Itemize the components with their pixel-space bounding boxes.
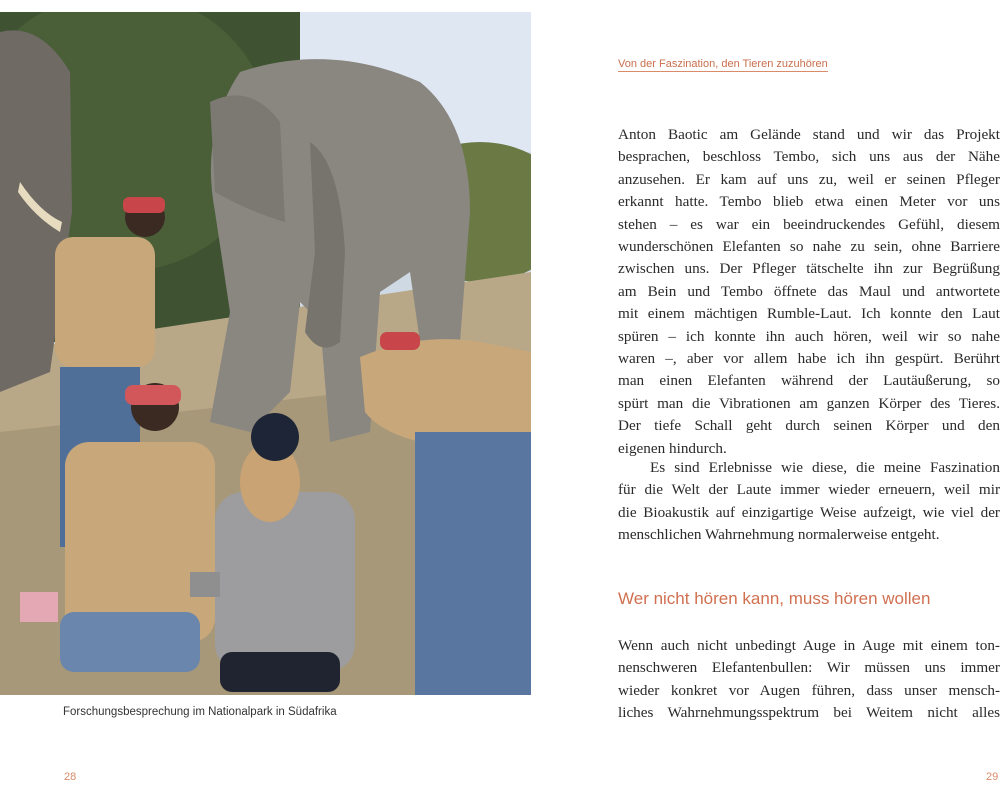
text-line: besprachen, beschloss Tembo, sich uns aus der Nähe (618, 148, 1000, 166)
text-line: Der tiefe Schall geht durch seinen Körper und den (618, 417, 1000, 435)
body-paragraph (618, 635, 1000, 725)
text-line: liches Wahrnehmungsspektrum bei Weitem nicht alles (618, 704, 1000, 722)
text-line: stehen – es war ein beeindruckendes Gefühl, diesem (618, 215, 1000, 233)
text-line: am Bein und Tembo öffnete das Maul und antwortete (618, 282, 1000, 300)
text-line: wieder konkret vor Augen führen, dass unser mensch- (618, 681, 1000, 699)
section-heading: Wer nicht hören kann, muss hören wollen (618, 589, 931, 608)
text-line: spürt man die Vibrationen am ganzen Körper des Tieres. (618, 394, 1000, 412)
text-line: spüren – ich konnte ihn auch hören, weil wir so nahe (618, 327, 1000, 345)
text-line: Anton Baotic am Gelände stand und wir das Projekt (618, 126, 1000, 143)
text-line: für die Welt der Laute immer wieder erneuern, weil mir (618, 481, 1000, 499)
text-line: nenschweren Elefantenbullen: Wir müssen uns immer (618, 659, 1000, 677)
photo-elephant-research-meeting (0, 12, 531, 695)
photo-caption: Forschungsbesprechung im Nationalpark in Südafrika (63, 706, 337, 718)
body-paragraph (618, 124, 1000, 460)
text-line: Es sind Erlebnisse wie diese, die meine Faszination (650, 459, 1000, 476)
text-line: wunderschönen Elefanten so nahe zu sein, ohne Barriere (618, 238, 1000, 256)
text-line: Wenn auch nicht unbedingt Auge in Auge mit einem ton- (618, 637, 1000, 654)
text-line: eigenen hindurch. (618, 439, 727, 457)
text-line: anzusehen. Er kam auf uns zu, weil er seinen Pfleger (618, 170, 1000, 188)
text-line: zwischen uns. Der Pfleger tätschelte ihn zur Begrüßung (618, 260, 1000, 278)
text-line: waren –, aber vor allem habe ich ihn gespürt. Berührt (618, 350, 1000, 368)
text-line: man einen Elefanten während der Lautäußerung, so (618, 372, 1000, 390)
page-number: 29 (986, 771, 999, 783)
text-line: erkannt hatte. Tembo blieb etwa einen Meter vor uns (618, 193, 1000, 211)
text-line: menschlichen Wahrnehmung normalerweise entgeht. (618, 526, 940, 544)
text-line: die Bioakustik auf einzigartige Weise aufzeigt, wie viel der (618, 503, 1000, 521)
body-paragraph (618, 457, 1000, 547)
page-number: 28 (64, 771, 77, 783)
text-line: mit einem mächtigen Rumble-Laut. Ich konnte den Laut (618, 305, 1000, 323)
running-header: Von der Faszination, den Tieren zuzuhören (618, 58, 828, 70)
